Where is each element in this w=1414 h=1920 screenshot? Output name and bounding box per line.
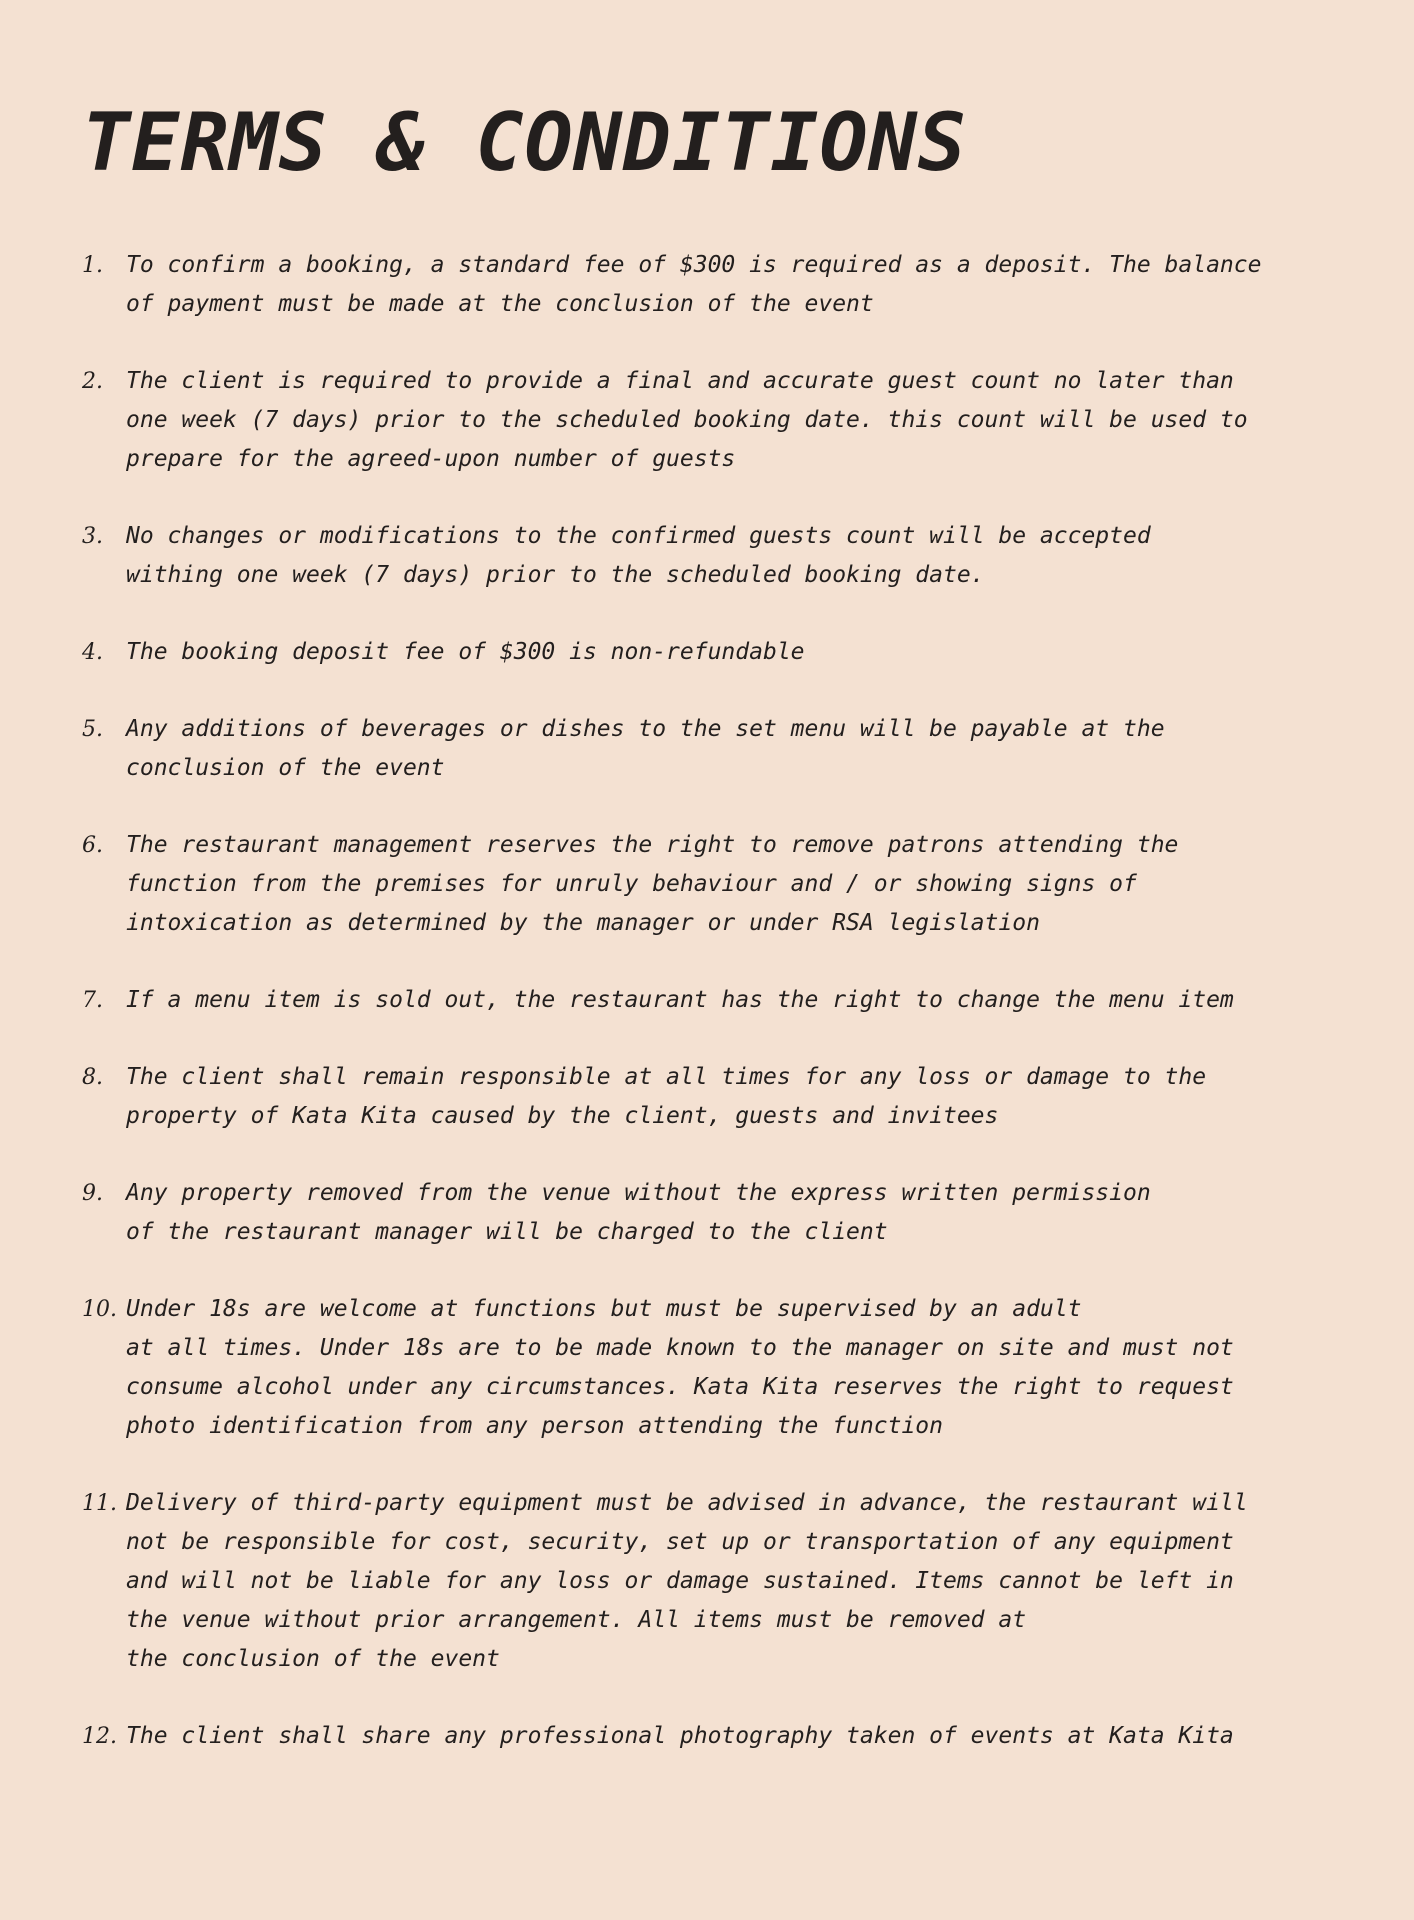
term-number: 7. <box>82 988 103 1013</box>
term-item <box>82 710 1332 788</box>
term-text: Under 18s are welcome at functions but must be supervised by an adult at all times. Under 18s are to be made known to the manager on site and must not consume alcohol under any circumstances. Kata Kita reserves the right to request photo identification from any person attending the function <box>126 1296 1234 1439</box>
page-title: TERMS & CONDITIONS <box>82 96 967 189</box>
terms-list <box>82 246 1332 1794</box>
term-number: 6. <box>82 833 103 858</box>
term-text: No changes or modifications to the confirmed guests count will be accepted withing one week (7 days) prior to the scheduled booking date. <box>126 523 1151 588</box>
term-number: 9. <box>82 1181 103 1206</box>
term-text: The restaurant management reserves the right to remove patrons attending the function from the premises for unruly behaviour and / or showing signs of intoxication as determined by the manager or under RSA legislation <box>126 832 1179 936</box>
term-text: The client is required to provide a final and accurate guest count no later than one week (7 days) prior to the scheduled booking date. this count will be used to prepare for the agreed-upon number of guests <box>126 368 1248 472</box>
term-item <box>82 246 1332 324</box>
term-number: 11. <box>82 1491 117 1516</box>
term-text: The client shall remain responsible at all times for any loss or damage to the property of Kata Kita caused by the client, guests and invitees <box>126 1064 1207 1129</box>
term-item <box>82 1174 1332 1252</box>
term-text: Any property removed from the venue without the express written permission of the restaurant manager will be charged to the client <box>126 1180 1151 1245</box>
term-text: If a menu item is sold out, the restaurant has the right to change the menu item <box>126 987 1234 1013</box>
term-item <box>82 362 1332 479</box>
term-item <box>82 1484 1332 1679</box>
term-text: The booking deposit fee of $300 is non-refundable <box>126 639 805 665</box>
term-number: 4. <box>82 640 103 665</box>
term-item <box>82 981 1332 1020</box>
term-number: 3. <box>82 524 103 549</box>
term-text: The client shall share any professional photography taken of events at Kata Kita <box>126 1723 1234 1749</box>
term-item <box>82 633 1332 672</box>
term-number: 2. <box>82 369 103 394</box>
term-item <box>82 1058 1332 1136</box>
term-text: To confirm a booking, a standard fee of $300 is required as a deposit. The balance of payment must be made at the conclusion of the event <box>126 252 1262 317</box>
term-number: 10. <box>82 1297 117 1322</box>
term-text: Delivery of third-party equipment must be advised in advance, the restaurant will not be responsible for cost, security, set up or transportation of any equipment and will not be liable for any loss or damage sustained. Items cannot be left in the venue without prior arrangement. All items must be removed at the conclusion of the event <box>126 1490 1248 1672</box>
term-number: 8. <box>82 1065 103 1090</box>
term-text: Any additions of beverages or dishes to the set menu will be payable at the conclusion of the event <box>126 716 1165 781</box>
term-number: 1. <box>82 253 103 278</box>
term-number: 12. <box>82 1724 117 1749</box>
term-number: 5. <box>82 717 103 742</box>
term-item <box>82 1290 1332 1446</box>
term-item <box>82 1717 1332 1756</box>
term-item <box>82 517 1332 595</box>
term-item <box>82 826 1332 943</box>
terms-page <box>82 96 1332 1749</box>
